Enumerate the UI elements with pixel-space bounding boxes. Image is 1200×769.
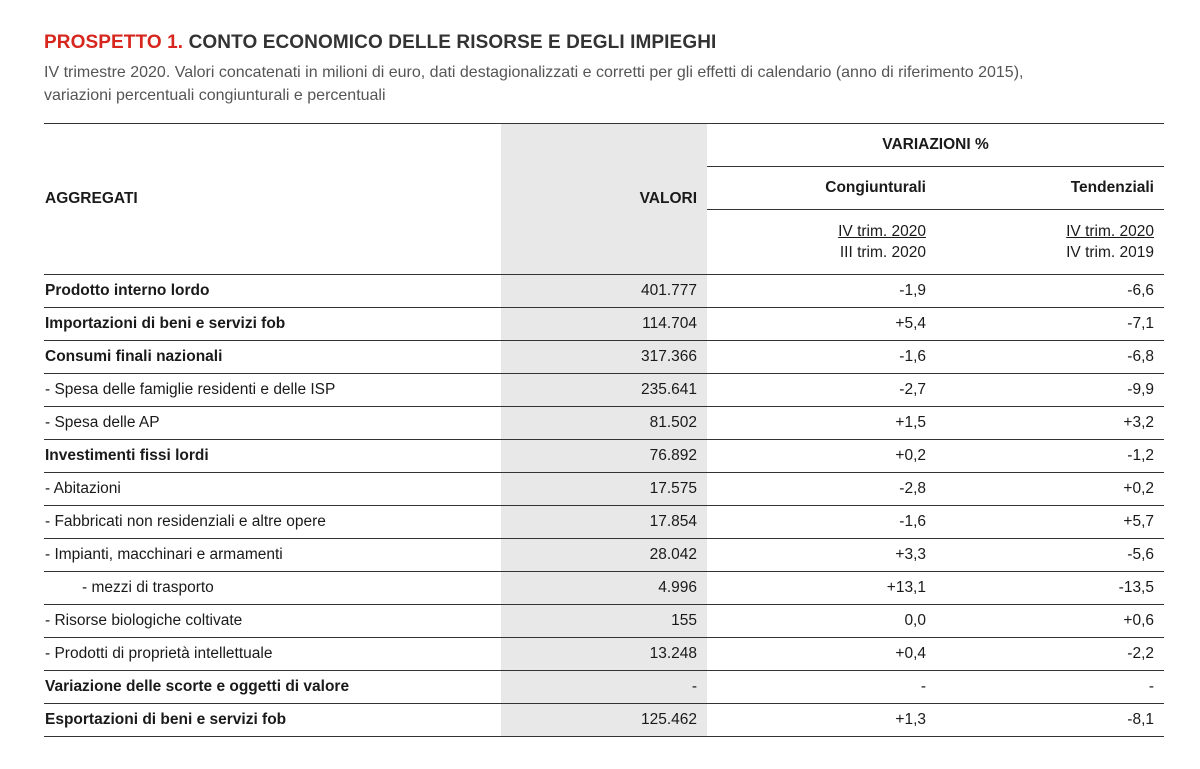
row-tendenziali: -2,2	[936, 638, 1164, 671]
header-congiunturali: Congiunturali	[707, 167, 936, 210]
row-congiunturali: -1,6	[707, 341, 936, 374]
row-tendenziali: +0,6	[936, 605, 1164, 638]
row-valori: 401.777	[501, 275, 707, 308]
table-row	[44, 506, 1164, 539]
row-label: - Risorse biologiche coltivate	[44, 605, 501, 638]
row-valori: 17.854	[501, 506, 707, 539]
cong-period-top: IV trim. 2020	[838, 223, 926, 240]
table-body	[44, 275, 1164, 737]
row-valori: 13.248	[501, 638, 707, 671]
row-tendenziali: -	[936, 671, 1164, 704]
data-table	[44, 123, 1164, 737]
row-valori: 17.575	[501, 473, 707, 506]
table-row	[44, 440, 1164, 473]
cong-period-bottom: III trim. 2020	[839, 244, 926, 261]
row-label: - Spesa delle famiglie residenti e delle ISP	[44, 374, 501, 407]
row-label: Variazione delle scorte e oggetti di valore	[44, 671, 501, 704]
row-tendenziali: +5,7	[936, 506, 1164, 539]
row-valori: 76.892	[501, 440, 707, 473]
row-congiunturali: +13,1	[707, 572, 936, 605]
page-title	[44, 31, 716, 55]
row-congiunturali: 0,0	[707, 605, 936, 638]
table-row	[44, 638, 1164, 671]
table-row	[44, 539, 1164, 572]
row-valori: 317.366	[501, 341, 707, 374]
row-label: - Fabbricati non residenziali e altre opere	[44, 506, 501, 539]
row-congiunturali: +1,5	[707, 407, 936, 440]
table-row	[44, 275, 1164, 308]
row-label: - Impianti, macchinari e armamenti	[44, 539, 501, 572]
table-row	[44, 704, 1164, 737]
row-congiunturali: +5,4	[707, 308, 936, 341]
row-congiunturali: +0,2	[707, 440, 936, 473]
subtitle-line: variazioni percentuali congiunturali e percentuali	[44, 87, 386, 104]
row-congiunturali: -	[707, 671, 936, 704]
row-valori: 81.502	[501, 407, 707, 440]
row-valori: 155	[501, 605, 707, 638]
row-tendenziali: +3,2	[936, 407, 1164, 440]
row-valori: 235.641	[501, 374, 707, 407]
row-congiunturali: -1,6	[707, 506, 936, 539]
table-row	[44, 341, 1164, 374]
row-label: - Prodotti di proprietà intellettuale	[44, 638, 501, 671]
table-row	[44, 374, 1164, 407]
table-row	[44, 308, 1164, 341]
header-cong-period	[707, 210, 936, 275]
header-variazioni: VARIAZIONI %	[707, 124, 1164, 167]
row-tendenziali: -13,5	[936, 572, 1164, 605]
table-row	[44, 572, 1164, 605]
header-aggregati: AGGREGATI	[44, 124, 501, 275]
header-tend-period	[936, 210, 1164, 275]
row-tendenziali: -6,8	[936, 341, 1164, 374]
table-row	[44, 671, 1164, 704]
row-congiunturali: -2,8	[707, 473, 936, 506]
row-tendenziali: -7,1	[936, 308, 1164, 341]
row-label: - Abitazioni	[44, 473, 501, 506]
row-valori: -	[501, 671, 707, 704]
row-congiunturali: +1,3	[707, 704, 936, 737]
row-congiunturali: +3,3	[707, 539, 936, 572]
table-row	[44, 407, 1164, 440]
table-row	[44, 473, 1164, 506]
row-tendenziali: -9,9	[936, 374, 1164, 407]
title-text: CONTO ECONOMICO DELLE RISORSE E DEGLI IMPIEGHI	[188, 32, 717, 53]
row-label: - Spesa delle AP	[44, 407, 501, 440]
row-congiunturali: -2,7	[707, 374, 936, 407]
row-tendenziali: -1,2	[936, 440, 1164, 473]
title-prefix: PROSPETTO 1.	[44, 32, 184, 53]
row-tendenziali: -6,6	[936, 275, 1164, 308]
row-label: - mezzi di trasporto	[44, 572, 501, 605]
row-label: Consumi finali nazionali	[44, 341, 501, 374]
row-valori: 125.462	[501, 704, 707, 737]
row-valori: 28.042	[501, 539, 707, 572]
row-label: Prodotto interno lordo	[44, 275, 501, 308]
row-valori: 4.996	[501, 572, 707, 605]
tend-period-top: IV trim. 2020	[1066, 223, 1154, 240]
row-label: Investimenti fissi lordi	[44, 440, 501, 473]
tend-period-bottom: IV trim. 2019	[1066, 244, 1154, 261]
row-tendenziali: -5,6	[936, 539, 1164, 572]
row-valori: 114.704	[501, 308, 707, 341]
header-tendenziali: Tendenziali	[936, 167, 1164, 210]
row-congiunturali: -1,9	[707, 275, 936, 308]
subtitle-line: IV trimestre 2020. Valori concatenati in milioni di euro, dati destagionalizzati e corretti per gli effetti di calendario (anno di riferimento 2015),	[44, 64, 1024, 81]
row-label: Esportazioni di beni e servizi fob	[44, 704, 501, 737]
row-label: Importazioni di beni e servizi fob	[44, 308, 501, 341]
subtitle	[44, 61, 1174, 107]
row-tendenziali: +0,2	[936, 473, 1164, 506]
header-valori: VALORI	[501, 124, 707, 275]
table-row	[44, 605, 1164, 638]
row-tendenziali: -8,1	[936, 704, 1164, 737]
row-congiunturali: +0,4	[707, 638, 936, 671]
